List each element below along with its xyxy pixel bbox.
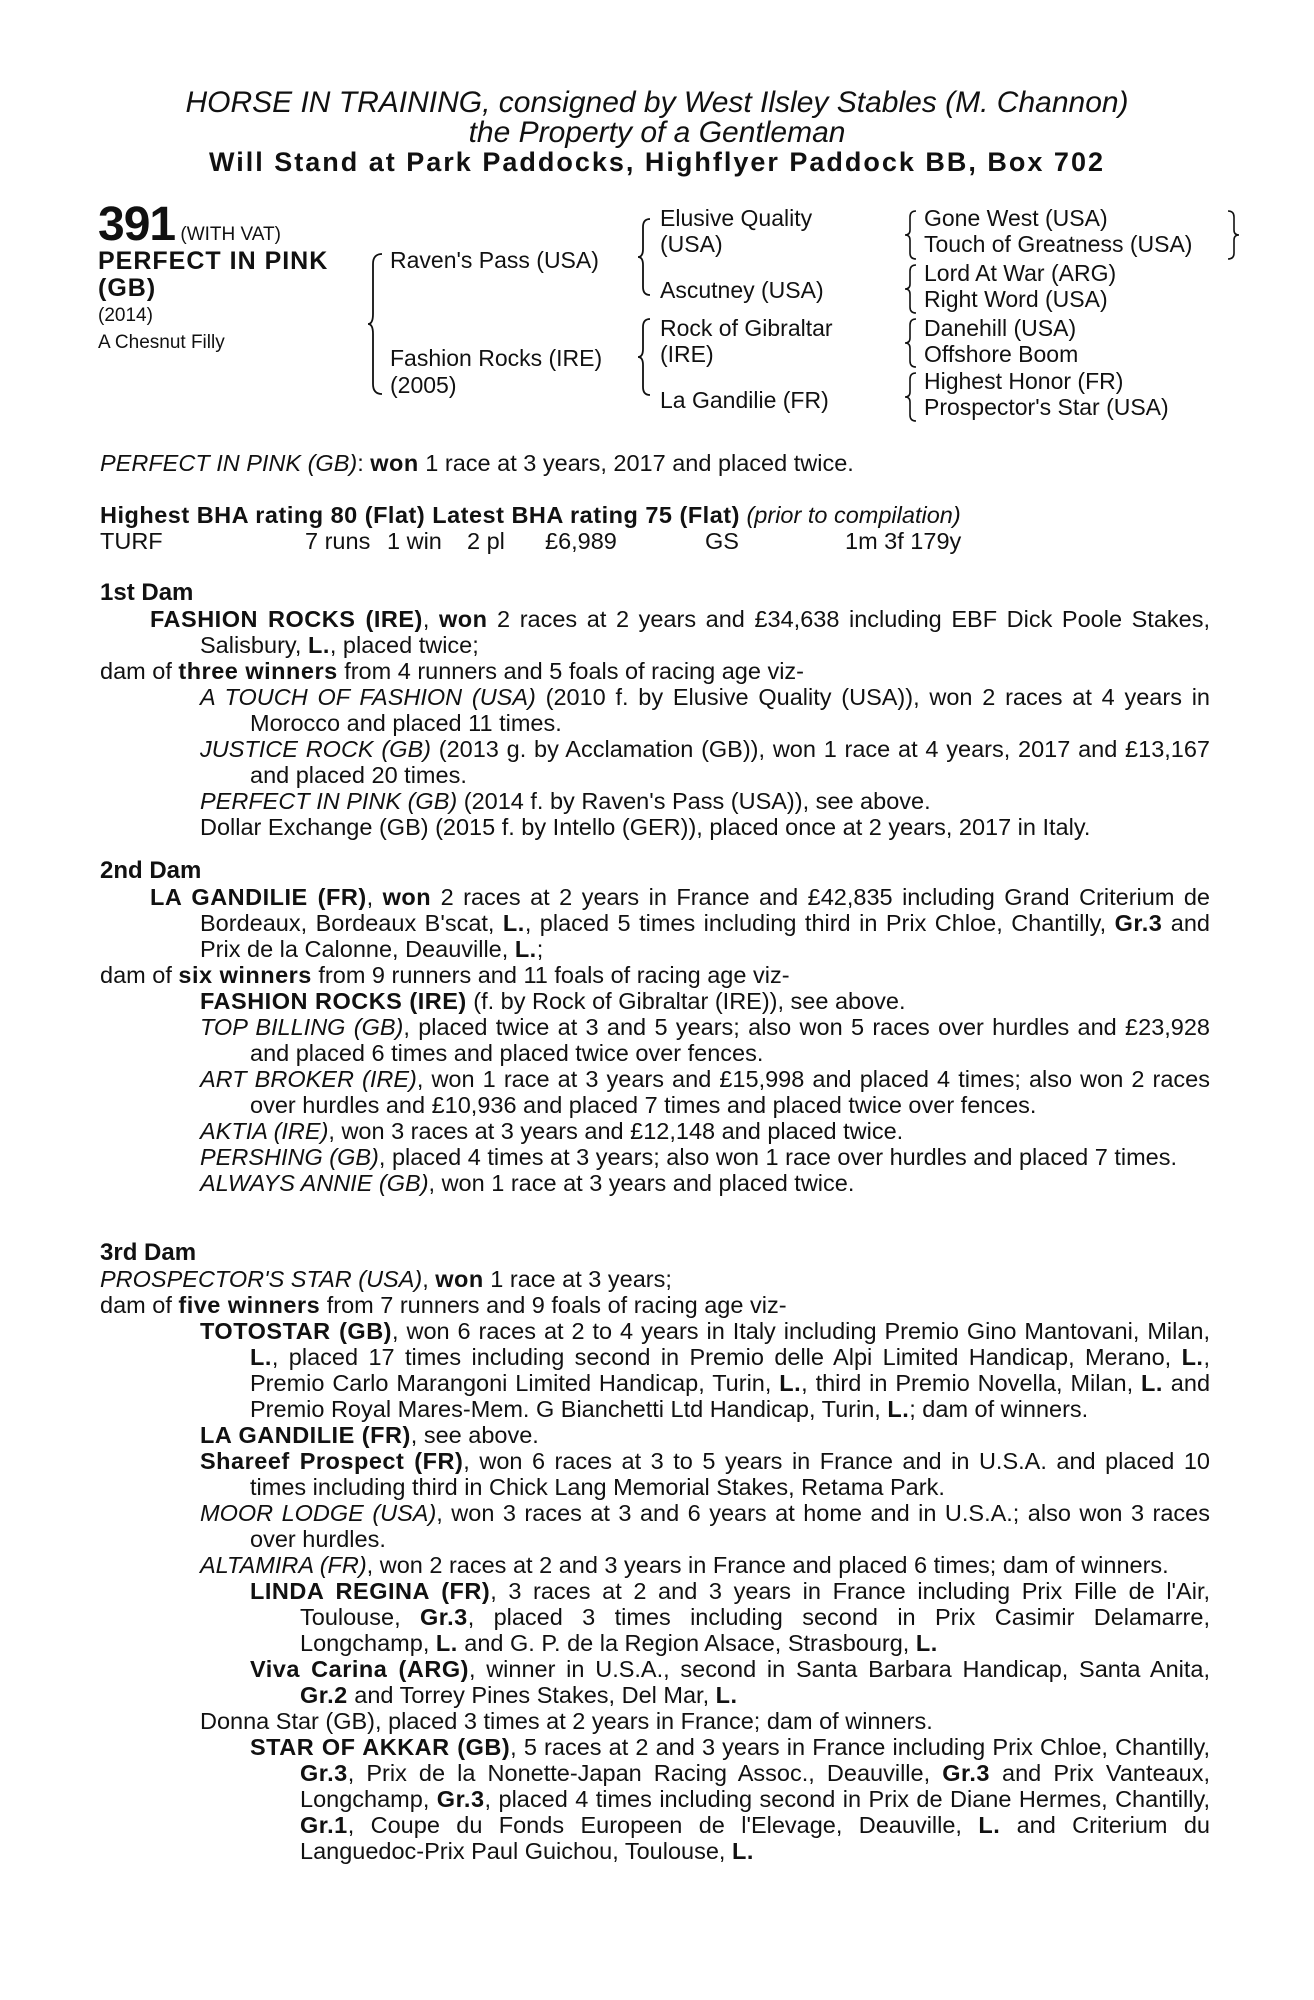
first-dam-produce-summary: dam of three winners from 4 runners and 5 foals of racing age viz- bbox=[100, 658, 804, 684]
dam-sire-country: (IRE) bbox=[660, 341, 714, 367]
dam-dam: La Gandilie (FR) bbox=[660, 387, 829, 413]
produce-item: TOTOSTAR (GB), won 6 races at 2 to 4 years in Italy including Premio Gino Mantovani, Milan, L., placed 17 times including second in Premio delle Alpi Limited Handicap, Merano, L., Premio Carlo Marangoni Limited Handicap, Turin, L., third in Premio Novella, Milan, L. and Premio Royal Mares-Mem. G Bianchetti Ltd Handicap, Turin, L.; dam of winners. bbox=[200, 1318, 1211, 1422]
dds-name: Highest Honor (FR) bbox=[924, 368, 1124, 394]
bracket-ss bbox=[904, 209, 920, 261]
vat-note: (WITH VAT) bbox=[180, 224, 281, 245]
produce-item: TOP BILLING (GB), placed twice at 3 and 5 years; also won 5 races over hurdles and £23,928 and placed 6 times and placed twice over fences. bbox=[200, 1014, 1211, 1066]
third-dam-heading: 3rd Dam bbox=[100, 1239, 197, 1266]
race-summary: PERFECT IN PINK (GB): won 1 race at 3 years, 2017 and placed twice. bbox=[100, 450, 854, 476]
produce-item: ART BROKER (IRE), won 1 race at 3 years and £15,998 and placed 4 times; also won 2 races over hurdles and £10,936 and placed 7 times and placed twice over fences. bbox=[200, 1066, 1211, 1118]
pedigree-bracket-sire bbox=[636, 217, 656, 297]
lot-number: 391 bbox=[98, 198, 176, 251]
grand-produce-item: Viva Carina (ARG), winner in U.S.A., second in Santa Barbara Handicap, Santa Anita, Gr.2 and Torrey Pines Stakes, Del Mar, L. bbox=[250, 1656, 1210, 1708]
sire-name: Raven's Pass (USA) bbox=[390, 247, 599, 273]
second-dam-record: LA GANDILIE (FR), won 2 races at 2 years in France and £42,835 including Grand Criterium de Bordeaux, Bordeaux B'scat, L., placed 5 times including third in Prix Chloe, Chantilly, Gr.3 and Prix de la Calonne, Deauville, L.; bbox=[150, 884, 1210, 962]
second-dam-heading: 2nd Dam bbox=[100, 857, 202, 884]
pedigree-block bbox=[98, 198, 1228, 440]
produce-item: PERFECT IN PINK (GB) (2014 f. by Raven's Pass (USA)), see above. bbox=[200, 788, 931, 814]
dss-name: Danehill (USA) bbox=[924, 315, 1077, 341]
produce-item: MOOR LODGE (USA), won 3 races at 3 and 6 years at home and in U.S.A.; also won 3 races over hurdles. bbox=[200, 1500, 1210, 1552]
lot-info bbox=[98, 198, 368, 356]
second-dam-produce-summary: dam of six winners from 9 runners and 11 foals of racing age viz- bbox=[100, 962, 790, 988]
turf-record: TURF 7 runs 1 win 2 pl £6,989 GS 1m 3f 179y bbox=[100, 528, 962, 554]
sire-dam: Ascutney (USA) bbox=[660, 277, 824, 303]
sss-name: Gone West (USA) bbox=[924, 205, 1108, 231]
sdd-name: Right Word (USA) bbox=[924, 286, 1108, 312]
third-dam-section bbox=[100, 1240, 1210, 1864]
first-dam-section bbox=[100, 580, 1210, 840]
ddd-name: Prospector's Star (USA) bbox=[924, 394, 1169, 420]
produce-item: LA GANDILIE (FR), see above. bbox=[200, 1422, 539, 1448]
bha-ratings: Highest BHA rating 80 (Flat) Latest BHA rating 75 (Flat) (prior to compilation) bbox=[100, 502, 961, 528]
second-dam-section bbox=[100, 858, 1210, 1196]
first-dam-record: FASHION ROCKS (IRE), won 2 races at 2 years and £34,638 including EBF Dick Poole Stakes, Salisbury, L., placed twice; bbox=[150, 606, 1210, 658]
produce-item: Donna Star (GB), placed 3 times at 2 years in France; dam of winners. bbox=[200, 1708, 933, 1734]
dam-year: (2005) bbox=[390, 372, 457, 398]
horse-country: (GB) bbox=[98, 274, 157, 302]
bracket-sd bbox=[904, 263, 920, 315]
sire-sire-country: (USA) bbox=[660, 231, 723, 257]
produce-item: AKTIA (IRE), won 3 races at 3 years and £12,148 and placed twice. bbox=[200, 1118, 904, 1144]
horse-description: A Chesnut Filly bbox=[98, 332, 225, 353]
sire-sire: Elusive Quality bbox=[660, 205, 813, 231]
bracket-ss-right bbox=[1226, 209, 1240, 261]
third-dam-produce-summary: dam of five winners from 7 runners and 9 foals of racing age viz- bbox=[100, 1292, 787, 1318]
horse-name: PERFECT IN PINK bbox=[98, 247, 329, 275]
produce-item: Shareef Prospect (FR), won 6 races at 3 to 5 years in France and in U.S.A. and placed 10 times including third in Chick Lang Memorial Stakes, Retama Park. bbox=[200, 1448, 1211, 1500]
produce-item: A TOUCH OF FASHION (USA) (2010 f. by Elusive Quality (USA)), won 2 races at 4 years in Morocco and placed 11 times. bbox=[200, 684, 1210, 736]
produce-item: ALTAMIRA (FR), won 2 races at 2 and 3 years in France and placed 6 times; dam of winners. bbox=[200, 1552, 1169, 1578]
consignor-line: HORSE IN TRAINING, consigned by West Ilsley Stables (M. Channon) bbox=[185, 86, 1129, 119]
first-dam-heading: 1st Dam bbox=[100, 579, 194, 606]
produce-item: PERSHING (GB), placed 4 times at 3 years; also won 1 race over hurdles and placed 7 times. bbox=[200, 1144, 1178, 1170]
grand-produce-item: LINDA REGINA (FR), 3 races at 2 and 3 years in France including Prix Fille de l'Air, Toulouse, Gr.3, placed 3 times including second in Prix Casimir Delamarre, Longchamp, L. and G. P. de la Region Alsace, Strasbourg, L. bbox=[250, 1578, 1210, 1656]
produce-item: Dollar Exchange (GB) (2015 f. by Intello (GER)), placed once at 2 years, 2017 in Italy. bbox=[200, 814, 1091, 840]
grand-produce-item: STAR OF AKKAR (GB), 5 races at 2 and 3 years in France including Prix Chloe, Chantilly, Gr.3, Prix de la Nonette-Japan Racing Assoc., Deauville, Gr.3 and Prix Vanteaux, Longchamp, Gr.3, placed 4 times including second in Prix de Diane Hermes, Chantilly, Gr.1, Coupe du Fonds Europeen de l'Elevage, Deauville, L. and Criterium du Languedoc-Prix Paul Guichou, Toulouse, L. bbox=[250, 1734, 1211, 1864]
bracket-ds bbox=[904, 317, 920, 369]
ssd-name: Touch of Greatness (USA) bbox=[924, 231, 1193, 257]
dam-name: Fashion Rocks (IRE) bbox=[390, 345, 603, 371]
produce-item: JUSTICE ROCK (GB) (2013 g. by Acclamation (GB)), won 1 race at 4 years, 2017 and £13,167 and placed 20 times. bbox=[200, 736, 1210, 788]
dam-sire: Rock of Gibraltar bbox=[660, 315, 833, 341]
sds-name: Lord At War (ARG) bbox=[924, 260, 1117, 286]
third-dam-record: PROSPECTOR'S STAR (USA), won 1 race at 3 years; bbox=[100, 1266, 672, 1292]
stable-location-line: Will Stand at Park Paddocks, Highflyer Paddock BB, Box 702 bbox=[209, 147, 1105, 177]
dsd-name: Offshore Boom bbox=[924, 341, 1079, 367]
foaling-year: (2014) bbox=[98, 305, 153, 326]
property-line: the Property of a Gentleman bbox=[468, 116, 846, 149]
produce-item: FASHION ROCKS (IRE) (f. by Rock of Gibraltar (IRE)), see above. bbox=[200, 988, 906, 1014]
bracket-dd bbox=[904, 371, 920, 423]
pedigree-bracket-dam bbox=[636, 317, 656, 397]
produce-item: ALWAYS ANNIE (GB), won 1 race at 3 years and placed twice. bbox=[200, 1170, 855, 1196]
